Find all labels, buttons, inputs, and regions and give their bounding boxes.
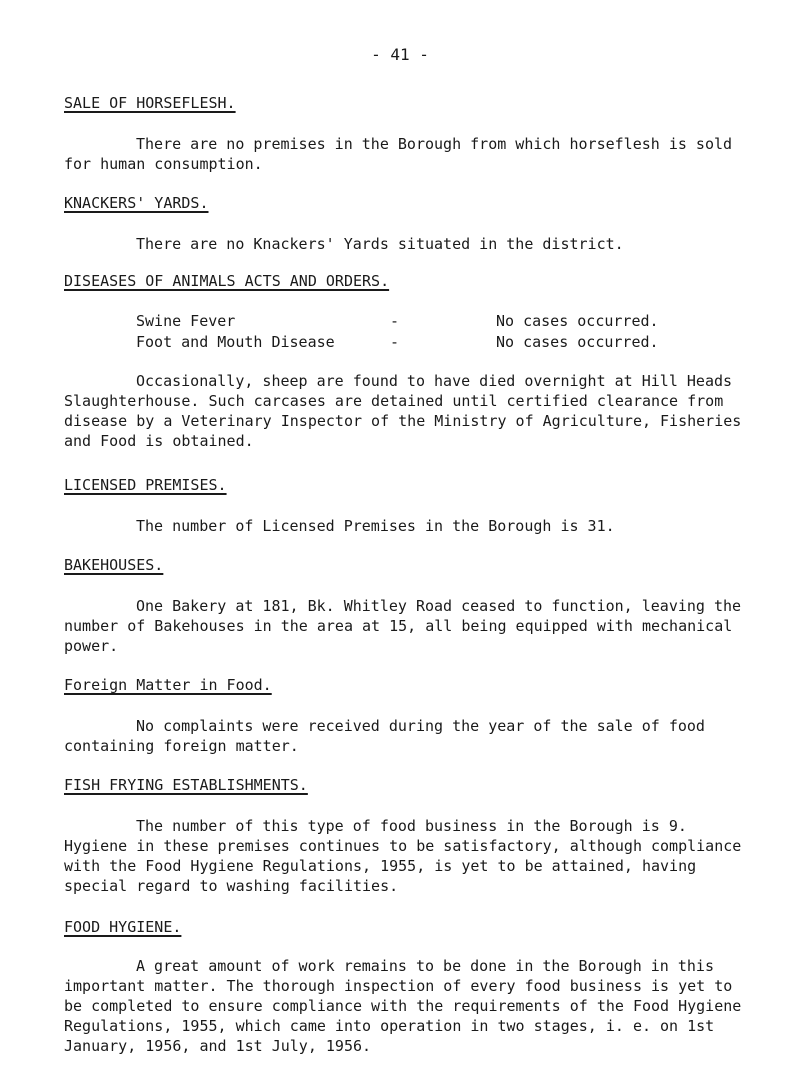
section-heading: LICENSED PREMISES. [64,476,227,494]
section-licensed-premises [64,474,744,536]
disease-row [136,332,696,353]
disease-name: Swine Fever [136,312,236,330]
section-diseases-paragraph [64,371,744,451]
disease-dash: - [390,312,400,330]
section-foreign-matter [64,674,744,756]
section-fish-frying [64,774,744,896]
section-paragraph: The number of this type of food business in the Borough is 9. Hygiene in these premises continues to be satisfactory, although compliance with the Food Hygiene Regulations, 1955, is yet to be attained, having special regard to washing facilities. [64,817,742,895]
disease-result: No cases occurred. [496,333,659,351]
section-heading: DISEASES OF ANIMALS ACTS AND ORDERS. [64,272,390,290]
disease-result: No cases occurred. [496,312,659,330]
section-diseases-of-animals [64,270,744,292]
section-paragraph: A great amount of work remains to be done in the Borough in this important matter. The thorough inspection of every food business is yet to be completed to ensure compliance with the requirements of the Food Hygiene Regulations, 1955, which came into operation in two stages, i. e. on 1st January, 1956, and 1st July, 1956. [64,957,742,1055]
disease-row [136,311,696,332]
section-knackers-yards [64,192,744,254]
disease-name: Foot and Mouth Disease [136,333,335,351]
section-heading: SALE OF HORSEFLESH. [64,94,236,112]
page-number: - 41 - [371,45,429,64]
section-heading: KNACKERS' YARDS. [64,194,209,212]
section-paragraph: The number of Licensed Premises in the Borough is 31. [136,517,615,535]
section-paragraph: Occasionally, sheep are found to have died overnight at Hill Heads Slaughterhouse. Such carcases are detained until certified clearance from disease by a Veterinary Inspector of the Ministry of Agriculture, Fisheries and Food is obtained. [64,372,742,450]
disease-dash: - [390,333,400,351]
section-heading: FISH FRYING ESTABLISHMENTS. [64,776,308,794]
section-paragraph: There are no Knackers' Yards situated in the district. [136,235,624,253]
section-sale-of-horseflesh [64,92,744,174]
section-paragraph: There are no premises in the Borough from which horseflesh is sold for human consumption. [64,135,733,173]
section-paragraph: One Bakery at 181, Bk. Whitley Road ceased to function, leaving the number of Bakehouses in the area at 15, all being equipped with mechanical power. [64,597,742,655]
section-food-hygiene [64,916,744,1056]
section-heading: FOOD HYGIENE. [64,918,182,936]
section-bakehouses [64,554,744,656]
section-heading: Foreign Matter in Food. [64,676,272,694]
disease-table [136,311,696,353]
section-paragraph: No complaints were received during the year of the sale of food containing foreign matter. [64,717,705,755]
section-heading: BAKEHOUSES. [64,556,164,574]
